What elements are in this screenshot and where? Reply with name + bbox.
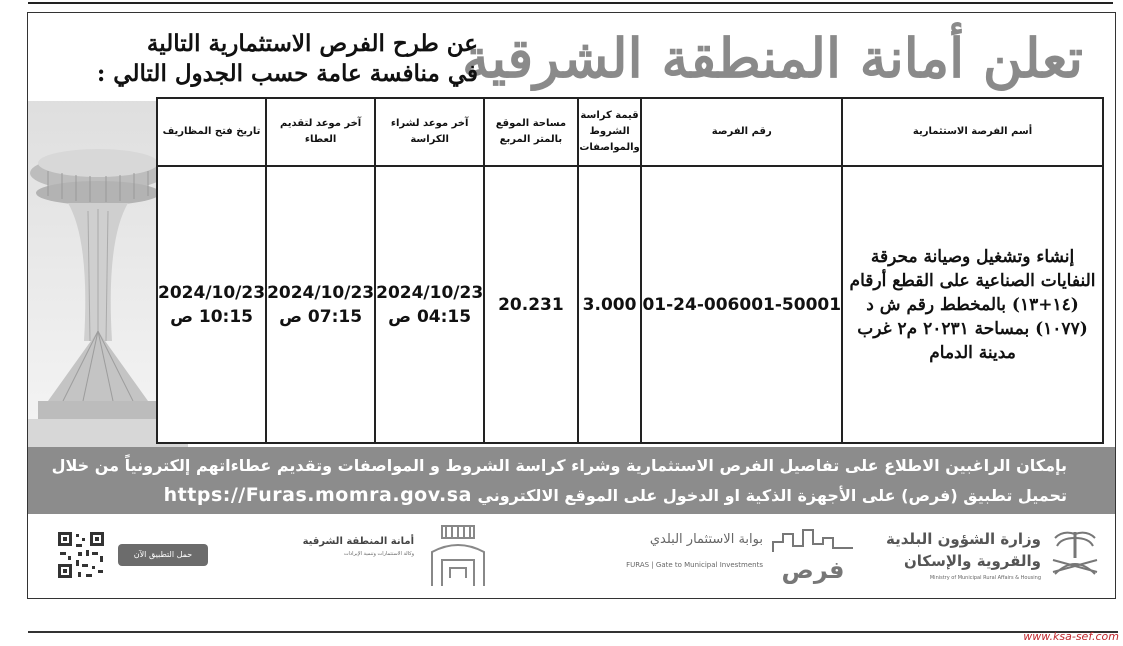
amana-subtitle: وكالة الاستثمارات وتنمية الإيرادات xyxy=(343,551,414,557)
ministry-name-line-1: وزارة الشؤون البلدية xyxy=(885,530,1041,548)
amana-text xyxy=(298,536,414,557)
ministry-logo xyxy=(845,524,1105,588)
table-row xyxy=(157,166,1103,443)
logos-strip xyxy=(28,514,1115,598)
announcement-title: تعلن أمانة المنطقة الشرقية xyxy=(462,26,1083,90)
site-area: 20.231 xyxy=(484,166,577,443)
booklet-deadline xyxy=(375,166,484,443)
col-header-booklet-deadline: آخر موعد لشراء الكراسة xyxy=(375,98,484,166)
booklet-deadline-date: 2024/10/23 xyxy=(376,282,484,303)
booklet-deadline-time: 04:15 ص xyxy=(388,306,472,327)
opportunities-table xyxy=(156,97,1104,444)
submission-deadline-time: 07:15 ص xyxy=(279,306,363,327)
submission-deadline-date: 2024/10/23 xyxy=(267,282,375,303)
announcement-subtitle xyxy=(58,29,478,89)
download-app-button[interactable]: حمل التطبيق الآن xyxy=(118,544,208,566)
announcement-frame xyxy=(27,12,1116,599)
opening-date xyxy=(157,166,266,443)
banner-line-2 xyxy=(164,483,1067,508)
opportunity-description: إنشاء وتشغيل وصيانة محرقة النفايات الصناعية على القطع أرقام (١٤+١٣) بالمخطط رقم ش د (١٠٧٧) بمساحة ٢٠٢٣١ م٢ غرب مدينة الدمام xyxy=(842,166,1103,443)
palm-swords-emblem-icon xyxy=(1045,524,1105,584)
source-website[interactable]: www.ksa-sef.com xyxy=(1023,630,1119,643)
col-header-booklet-price: قيمة كراسة الشروط والمواصفات xyxy=(578,98,642,166)
col-header-submission-deadline: آخر موعد لتقديم العطاء xyxy=(266,98,375,166)
ministry-name-line-2: والقروية والإسكان xyxy=(903,552,1041,570)
bottom-rule xyxy=(28,631,1118,633)
furas-website-link[interactable]: https://Furas.momra.gov.sa xyxy=(163,484,472,506)
col-header-opportunity-number: رقم الفرصة xyxy=(641,98,842,166)
ministry-name-en: Ministry of Municipal Rural Affairs & Housing xyxy=(929,575,1041,581)
booklet-price: 3.000 xyxy=(578,166,642,443)
furas-portal-name: بوابة الاستثمار البلدي xyxy=(649,532,763,547)
col-header-opportunity-name: أسم الفرصة الاستثمارية xyxy=(842,98,1103,166)
col-header-area: مساحة الموقع بالمتر المربع xyxy=(484,98,577,166)
submission-deadline xyxy=(266,166,375,443)
banner-line-2-text: تحميل تطبيق (فرص) على الأجهزة الذكية او الدخول على الموقع الالكتروني xyxy=(477,486,1067,505)
col-header-opening-date: تاريخ فتح المظاريف xyxy=(157,98,266,166)
table-header-row xyxy=(157,98,1103,166)
banner-line-1: بإمكان الراغبين الاطلاع على تفاصيل الفرص الاستثمارية وشراء كراسة الشروط و المواصفات وتقديم عطاءاتهم إلكترونياً من خلال xyxy=(51,456,1067,475)
info-banner xyxy=(28,447,1115,514)
opening-date-value: 2024/10/23 xyxy=(158,282,266,303)
furas-portal-text xyxy=(573,532,763,569)
amana-name: أمانة المنطقة الشرقية xyxy=(302,536,414,547)
furas-logo-wordmark: فرص xyxy=(781,556,845,584)
subtitle-line-2: في منافسة عامة حسب الجدول التالي : xyxy=(96,60,478,87)
subtitle-line-1: عن طرح الفرص الاستثمارية التالية xyxy=(146,30,478,57)
furas-portal-en: FURAS | Gate to Municipal Investments xyxy=(626,561,763,569)
furas-logo-icon xyxy=(768,524,858,584)
opening-time-value: 10:15 ص xyxy=(170,306,253,327)
opportunity-number: 01-24-006001-50001 xyxy=(641,166,842,443)
qr-code-icon[interactable] xyxy=(56,530,106,580)
amana-eastern-province-logo-icon xyxy=(418,522,498,590)
top-rule xyxy=(28,2,1113,4)
